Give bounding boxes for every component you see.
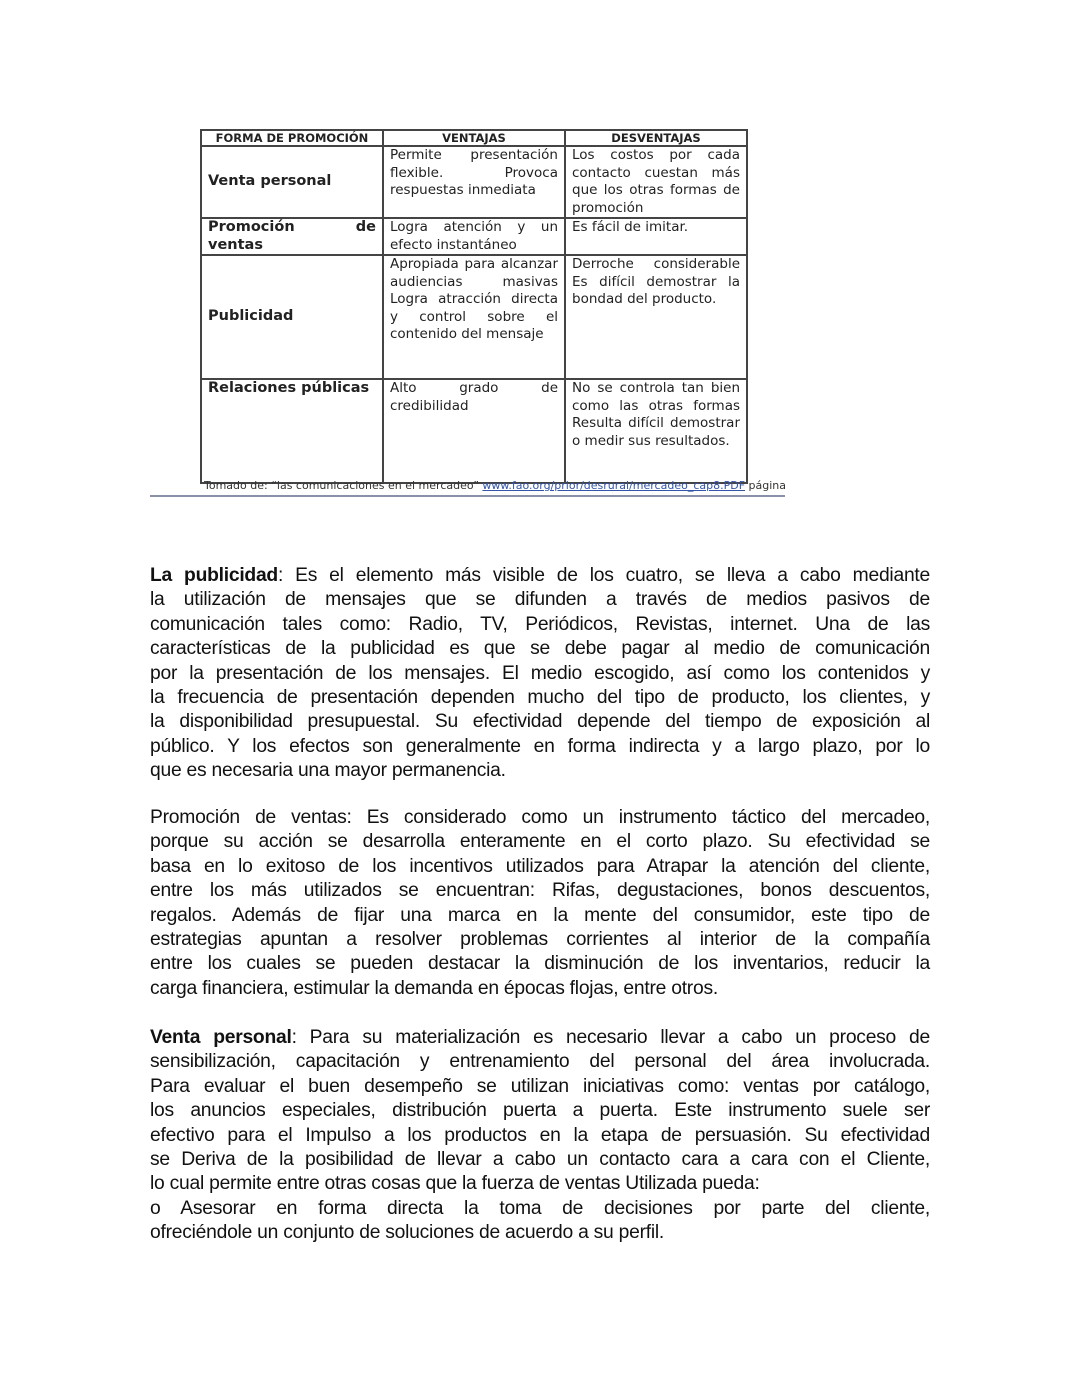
row-forma: Publicidad <box>201 255 383 379</box>
paragraph-line: se Deriva de la posibilidad de llevar a cabo un contacto cara a cara con el Cliente, <box>150 1149 930 1171</box>
paragraph-line: carga financiera, estimular la demanda en épocas flojas, entre otros. <box>150 977 718 999</box>
row-ventajas: Logra atención y un efecto instantáneo <box>383 218 565 255</box>
row-desventajas: No se controla tan bien como las otras formas Resulta difícil demostrar o medir sus resultados. <box>565 379 747 483</box>
table-source-caption <box>204 479 786 493</box>
header-forma: FORMA DE PROMOCIÓN <box>201 130 383 146</box>
caption-divider <box>150 495 785 497</box>
paragraph-title: Venta personal <box>150 1027 292 1048</box>
paragraph-line: por la presentación de los mensajes. El medio escogido, así como los contenidos y <box>150 662 930 684</box>
paragraph-line: público. Y los efectos son generalmente en forma indirecta y a largo plazo, por lo <box>150 735 930 757</box>
row-forma: Venta personal <box>201 146 383 218</box>
row-ventajas: Alto grado de credibilidad <box>383 379 565 483</box>
row-forma: Relaciones públicas <box>201 379 383 483</box>
table-row <box>201 146 747 218</box>
paragraph-line: la utilización de mensajes que se difunden a través de medios pasivos de <box>150 589 930 611</box>
table-row <box>201 379 747 483</box>
paragraph-line: porque su acción se desarrolla enteramente en el corto plazo. Su efectividad se <box>150 831 930 853</box>
table-row <box>201 255 747 379</box>
paragraph-line: los anuncios especiales, distribución puerta a puerta. Este instrumento suele ser <box>150 1100 930 1122</box>
header-ventajas: VENTAJAS <box>383 130 565 146</box>
paragraph-line: la frecuencia de presentación dependen mucho del tipo de producto, los clientes, y <box>150 687 930 709</box>
paragraph-venta-personal <box>150 1026 930 1246</box>
paragraph-title: La publicidad <box>150 565 278 586</box>
paragraph-line: regalos. Además de fijar una marca en la mente del consumidor, este tipo de <box>150 904 930 926</box>
caption-prefix: Tomado de: “las comunicaciones en el mercadeo” <box>204 479 479 492</box>
paragraph-line: lo cual permite entre otras cosas que la fuerza de ventas Utilizada pueda: <box>150 1173 760 1195</box>
paragraph-line: Promoción de ventas: Es considerado como un instrumento táctico del mercadeo, <box>150 807 930 828</box>
row-desventajas: Los costos por cada contacto cuestan más que los otras formas de promoción <box>565 146 747 218</box>
paragraph-line <box>150 1026 930 1050</box>
promotion-comparison-table <box>200 129 748 484</box>
caption-link[interactable]: www.fao.org/prior/desrural/mercadeo_cap8.PDF <box>482 479 746 492</box>
line-text: : Para su materialización es necesario llevar a cabo un proceso de <box>291 1027 930 1048</box>
row-desventajas: Derroche considerable Es difícil demostrar la bondad del producto. <box>565 255 747 379</box>
paragraph-line: sensibilización, capacitación y entrenamiento del personal del área involucrada. <box>150 1051 930 1073</box>
table-row <box>201 218 747 255</box>
row-ventajas: Permite presentación flexible. Provoca respuestas inmediata <box>383 146 565 218</box>
bullet-line: o Asesorar en forma directa la toma de decisiones por parte del cliente, <box>150 1197 930 1219</box>
header-desventajas: DESVENTAJAS <box>565 130 747 146</box>
paragraph-line: comunicación tales como: Radio, TV, Periódicos, Revistas, internet. Una de las <box>150 613 930 635</box>
row-ventajas: Apropiada para alcanzar audiencias masivas Logra atracción directa y control sobre el contenido del mensaje <box>383 255 565 379</box>
paragraph-line: Para evaluar el buen desempeño se utilizan iniciativas como: ventas por catálogo, <box>150 1075 930 1097</box>
paragraph-promocion <box>150 806 930 1001</box>
row-forma: Promoción de ventas <box>201 218 383 255</box>
paragraph-line: características de la publicidad es que se debe pagar al medio de comunicación <box>150 638 930 660</box>
paragraph-line: basa en lo exitoso de los incentivos utilizados para Atrapar la atención del cliente, <box>150 855 930 877</box>
paragraph-line: efectivo para el Impulso a los productos en la etapa de persuasión. Su efectividad <box>150 1124 930 1146</box>
paragraph-publicidad <box>150 564 930 784</box>
paragraph-line: entre los cuales se pueden destacar la disminución de los inventarios, reducir la <box>150 953 930 975</box>
paragraph-line: entre los más utilizados se encuentran: Rifas, degustaciones, bonos descuentos, <box>150 880 930 902</box>
paragraph-line: ofreciéndole un conjunto de soluciones de acuerdo a su perfil. <box>150 1222 665 1244</box>
caption-suffix: página <box>748 479 787 492</box>
table-header-row <box>201 130 747 146</box>
paragraph-line: la disponibilidad presupuestal. Su efectividad depende del tiempo de exposición al <box>150 711 930 733</box>
row-desventajas: Es fácil de imitar. <box>565 218 747 255</box>
paragraph-line: estrategias apuntan a resolver problemas corrientes al interior de la compañía <box>150 929 930 951</box>
paragraph-line: que es necesaria una mayor permanencia. <box>150 760 506 782</box>
paragraph-line <box>150 564 930 588</box>
line-text: : Es el elemento más visible de los cuatro, se lleva a cabo mediante <box>277 565 930 586</box>
